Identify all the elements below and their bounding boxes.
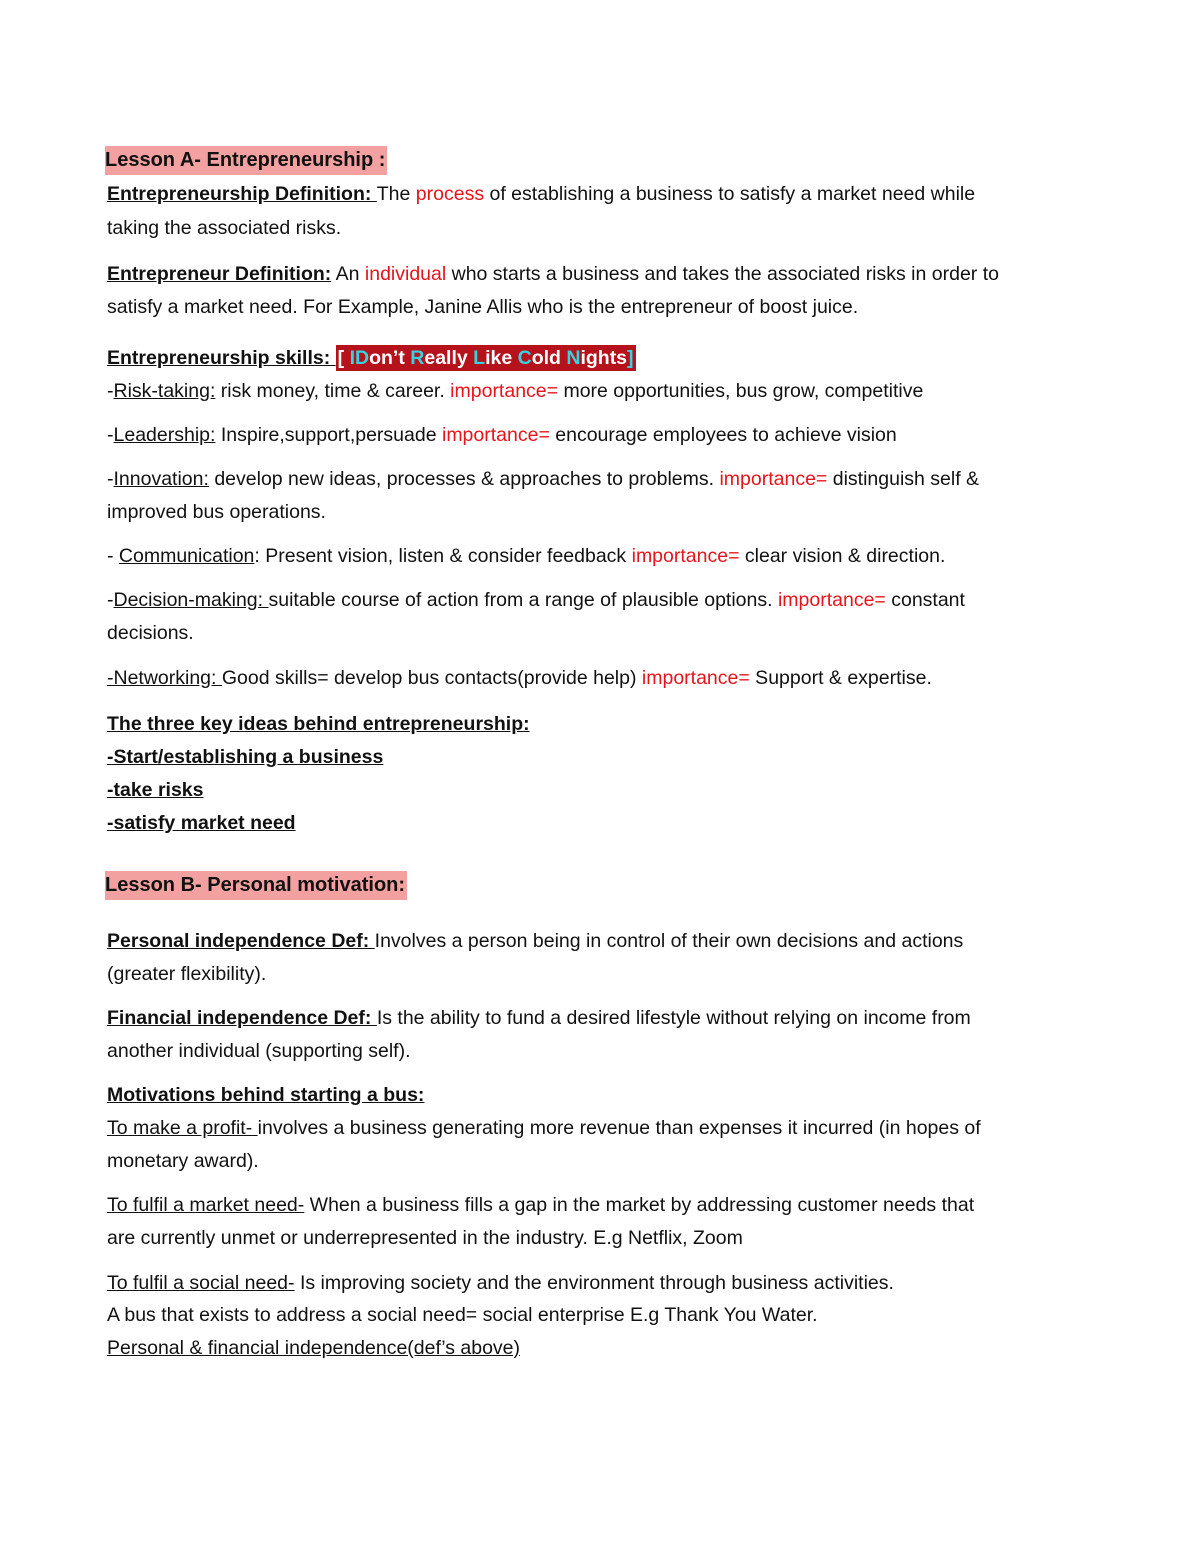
motivations-heading: Motivations behind starting a bus: bbox=[107, 1084, 425, 1106]
motivation-profit-cont: monetary award). bbox=[107, 1150, 259, 1172]
skill-networking: -Networking: Good skills= develop bus contacts(provide help) importance= Support & expertise. bbox=[107, 667, 932, 689]
skill-innovation: -Innovation: develop new ideas, processes & approaches to problems. importance= distinguish self & bbox=[107, 468, 980, 490]
skill-decision-making: -Decision-making: suitable course of action from a range of plausible options. importance= constant bbox=[107, 589, 965, 611]
entrepreneur-definition-cont: satisfy a market need. For Example, Janine Allis who is the entrepreneur of boost juice. bbox=[107, 296, 859, 318]
key-idea-item: -Start/establishing a business bbox=[107, 746, 384, 768]
personal-independence-definition: Personal independence Def: Involves a person being in control of their own decisions and actions bbox=[107, 930, 964, 952]
motivation-social-need-cont: A bus that exists to address a social need= social enterprise E.g Thank You Water. bbox=[107, 1304, 818, 1326]
motivation-profit: To make a profit- involves a business generating more revenue than expenses it incurred (in hopes of bbox=[107, 1117, 981, 1139]
motivation-independence: Personal & financial independence(def’s above) bbox=[107, 1337, 521, 1359]
skill-leadership: -Leadership: Inspire,support,persuade importance= encourage employees to achieve vision bbox=[107, 424, 897, 446]
financial-independence-cont: another individual (supporting self). bbox=[107, 1040, 411, 1062]
entrepreneur-definition: Entrepreneur Definition: An individual who starts a business and takes the associated risks in order to bbox=[107, 263, 999, 285]
key-idea-item: -satisfy market need bbox=[107, 812, 296, 834]
motivation-market-need: To fulfil a market need- When a business fills a gap in the market by addressing customer needs that bbox=[107, 1194, 975, 1216]
motivation-market-need-cont: are currently unmet or underrepresented in the industry. E.g Netflix, Zoom bbox=[107, 1227, 743, 1249]
entrepreneurship-definition-cont: taking the associated risks. bbox=[107, 217, 342, 239]
mnemonic-badge: [ IDon’t Really Like Cold Nights] bbox=[337, 347, 634, 369]
skill-risk-taking: -Risk-taking: risk money, time & career. importance= more opportunities, bus grow, competitive bbox=[107, 380, 924, 402]
skill-decision-making-cont: decisions. bbox=[107, 622, 194, 644]
key-idea-item: -take risks bbox=[107, 779, 204, 801]
skill-communication: - Communication: Present vision, listen & consider feedback importance= clear vision & direction. bbox=[107, 545, 946, 567]
financial-independence-definition: Financial independence Def: Is the ability to fund a desired lifestyle without relying on income from bbox=[107, 1007, 971, 1029]
skills-heading: Entrepreneurship skills: [ IDon’t Really Like Cold Nights] bbox=[107, 347, 634, 369]
skill-innovation-cont: improved bus operations. bbox=[107, 501, 326, 523]
motivation-social-need: To fulfil a social need- Is improving society and the environment through business activities. bbox=[107, 1272, 894, 1294]
lesson-a-heading: Lesson A- Entrepreneurship : bbox=[107, 147, 387, 173]
lesson-b-heading: Lesson B- Personal motivation: bbox=[107, 872, 407, 898]
entrepreneurship-definition: Entrepreneurship Definition: The process of establishing a business to satisfy a market need while bbox=[107, 183, 976, 205]
personal-independence-cont: (greater flexibility). bbox=[107, 963, 267, 985]
key-ideas-heading: The three key ideas behind entrepreneurship: bbox=[107, 713, 530, 735]
